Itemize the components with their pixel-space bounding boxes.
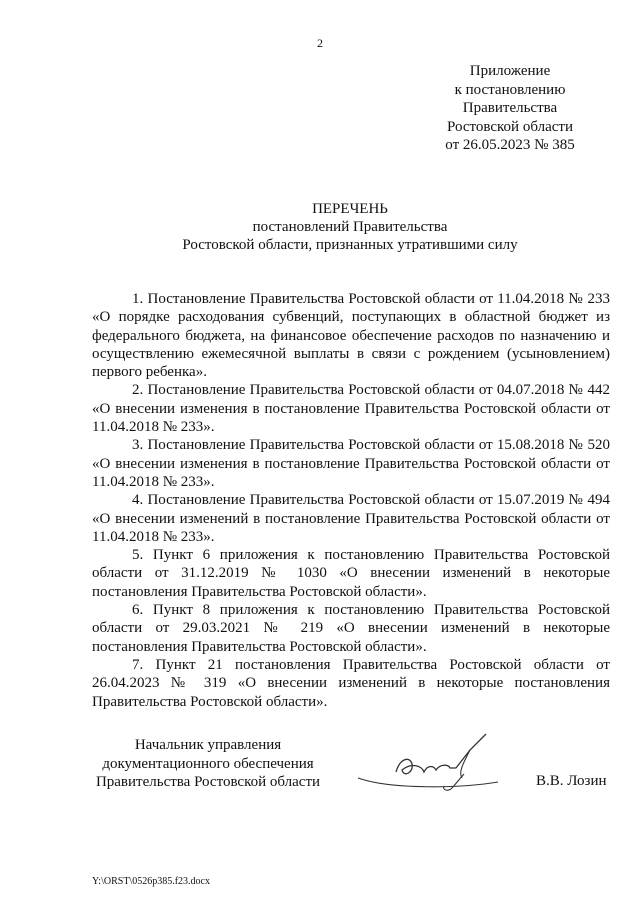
page-number: 2: [317, 36, 323, 50]
list-item: 5. Пункт 6 приложения к постановлению Правительства Ростовской области от 31.12.2019 № 1030 «О внесении изменений в некоторые постановления Правительства Ростовской области».: [92, 547, 610, 600]
list-item: 1. Постановление Правительства Ростовской области от 11.04.2018 № 233 «О порядке расходования субвенций, поступающих в областной бюджет из федерального бюджета, на финансовое обеспечение расходов по назначению и осуществлению ежемесячной выплаты в связи с рождением (усыновлением) первого ребенка».: [92, 291, 610, 381]
signer-position: [88, 736, 328, 792]
title-line: Ростовской области, признанных утратившими силу: [182, 237, 518, 253]
list-item: 2. Постановление Правительства Ростовской области от 04.07.2018 № 442 «О внесении изменения в постановление Правительства Ростовской области от 11.04.2018 № 233».: [92, 382, 610, 436]
signer-position-line: документационного обеспечения: [102, 755, 314, 772]
appendix-line: Приложение: [469, 63, 551, 79]
appendix-line: Ростовской области: [447, 118, 573, 135]
list-item: 7. Пункт 21 постановления Правительства Ростовской области от 26.04.2023 № 319 «О внесении изменений в некоторые постановления Правительства Ростовской области».: [92, 656, 610, 710]
appendix-line: к постановлению: [454, 81, 566, 98]
signer-position-line: Начальник управления: [134, 737, 282, 753]
list-item: 4. Постановление Правительства Ростовской области от 15.07.2019 № 494 «О внесении изменений в постановление Правительства Ростовской области от 11.04.2018 № 233».: [92, 492, 610, 545]
appendix-block: [430, 62, 590, 155]
appendix-line: от 26.05.2023 № 385: [445, 137, 575, 153]
document-title: [0, 200, 640, 254]
handwritten-signature: [352, 728, 502, 798]
list-item: 6. Пункт 8 приложения к постановлению Правительства Ростовской области от 29.03.2021 № 219 «О внесении изменений в некоторые постановления Правительства Ростовской области».: [92, 602, 610, 655]
signer-name: В.В. Лозин: [536, 773, 607, 789]
resolutions-list: [92, 290, 610, 711]
list-item: 3. Постановление Правительства Ростовской области от 15.08.2018 № 520 «О внесении изменения в постановление Правительства Ростовской области от 11.04.2018 № 233».: [92, 437, 610, 490]
title-line: постановлений Правительства: [252, 219, 448, 235]
signer-position-line: Правительства Ростовской области: [95, 774, 321, 790]
file-path-footer: Y:\ORST\0526p385.f23.docx: [92, 876, 210, 887]
appendix-line: Правительства: [462, 100, 558, 116]
title-heading: ПЕРЕЧЕНЬ: [312, 201, 388, 217]
